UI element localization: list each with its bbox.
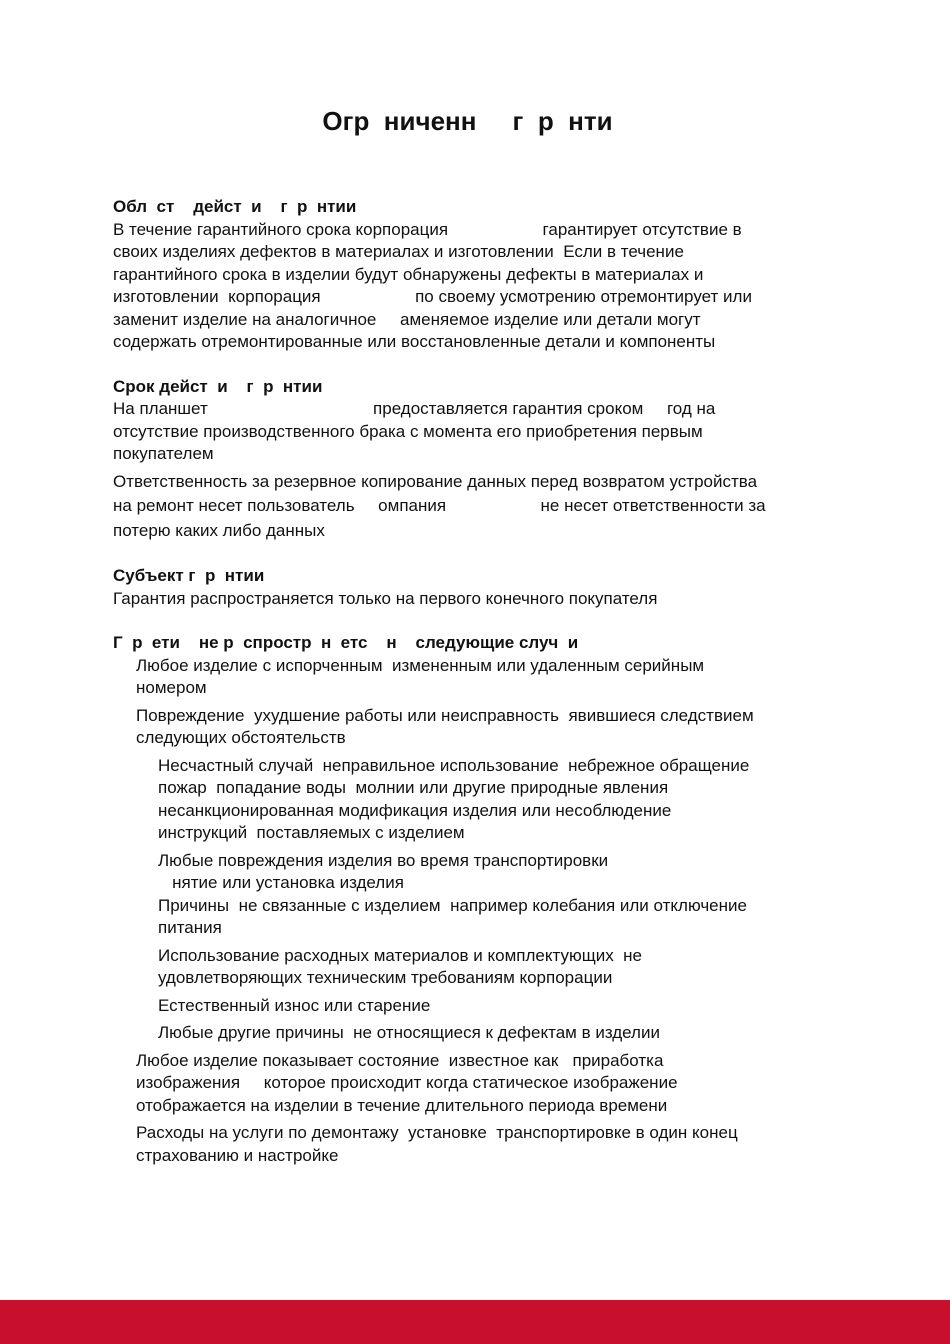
text-line: изображения которое происходит когда статическое изображение	[136, 1073, 678, 1092]
text-line: отображается на изделии в течение длительного периода времени	[136, 1095, 668, 1115]
text-line: Использование расходных материалов и комплектующих не	[158, 945, 642, 965]
section-heading: Обл ст дейст и г р нтии	[113, 197, 357, 216]
list-item	[113, 1122, 843, 1167]
text-line: несанкционированная модификация изделия или несоблюдение	[158, 800, 672, 820]
text-line: Любое изделие с испорченным измененным или удаленным серийным	[136, 655, 705, 675]
section-heading: Срок дейст и г р нтии	[113, 376, 323, 396]
paragraph	[113, 398, 843, 466]
text-line: Расходы на услуги по демонтажу установке транспортировке в один конец	[136, 1123, 738, 1142]
list-item	[113, 655, 843, 700]
text-line: Причины не связанные с изделием например колебания или отключение	[158, 895, 747, 915]
text-line: инструкций поставляемых с изделием	[158, 823, 465, 842]
text-line: заменит изделие на аналогичное аменяемое изделие или детали могут	[113, 309, 701, 329]
text-line: отсутствие производственного брака с момента его приобретения первым	[113, 421, 703, 441]
text-line: номером	[136, 678, 207, 697]
text-line: гарантийного срока в изделии будут обнаружены дефекты в материалах и	[113, 264, 704, 284]
text-line: Повреждение ухудшение работы или неисправность явившиеся следствием	[136, 705, 754, 725]
footer-bar	[0, 1300, 950, 1344]
section-exclusions	[113, 632, 843, 1167]
text-line: покупателем	[113, 444, 214, 463]
paragraph	[113, 470, 843, 544]
text-line: нятие или установка изделия	[158, 873, 404, 892]
sub-list-item	[113, 995, 843, 1018]
sub-list-item	[113, 850, 843, 895]
sub-list-item	[113, 945, 843, 990]
section-heading: Г р ети не р спростр н етс н следующие случ и	[113, 633, 579, 652]
text-line: На планшет предоставляется гарантия сроком год на	[113, 399, 716, 418]
text-line: страхованию и настройке	[136, 1145, 339, 1165]
text-line: Любые другие причины не относящиеся к дефектам в изделии	[158, 1023, 660, 1042]
text-line: Гарантия распространяется только на первого конечного покупателя	[113, 588, 658, 608]
text-line: В течение гарантийного срока корпорация гарантирует отсутствие в	[113, 219, 742, 239]
page-title: Огр ниченн г р нти	[322, 106, 613, 136]
section-warranty-period	[113, 376, 843, 544]
section-warranty-scope	[113, 196, 843, 354]
text-line: питания	[158, 918, 222, 937]
text-line: Любые повреждения изделия во время транспортировки	[158, 850, 609, 870]
sub-list-item	[113, 895, 843, 940]
list-item	[113, 705, 843, 750]
warranty-body	[113, 196, 843, 1189]
text-line: Несчастный случай неправильное использование небрежное обращение	[158, 755, 750, 775]
text-line: Любое изделие показывает состояние известное как приработка	[136, 1050, 664, 1070]
section-heading: Субъект г р нтии	[113, 566, 265, 585]
text-line: пожар попадание воды молнии или другие природные явления	[158, 778, 669, 797]
text-line: потерю каких либо данных	[113, 520, 325, 540]
text-line: изготовлении корпорация по своему усмотрению отремонтирует или	[113, 287, 752, 306]
section-warranty-subject	[113, 565, 843, 610]
text-line: содержать отремонтированные или восстановленные детали и компоненты	[113, 332, 716, 351]
text-line: следующих обстоятельств	[136, 728, 346, 747]
text-line: Естественный износ или старение	[158, 995, 431, 1015]
text-line: на ремонт несет пользователь омпания не несет ответственности за	[113, 496, 766, 515]
paragraph	[113, 588, 843, 611]
paragraph	[113, 219, 843, 354]
text-line: Ответственность за резервное копирование данных перед возвратом устройства	[113, 471, 758, 491]
list-item	[113, 1050, 843, 1118]
text-line: удовлетворяющих техническим требованиям корпорации	[158, 968, 613, 987]
sub-list-item	[113, 1022, 843, 1045]
sub-list-item	[113, 755, 843, 845]
text-line: своих изделиях дефектов в материалах и изготовлении Если в течение	[113, 242, 684, 261]
